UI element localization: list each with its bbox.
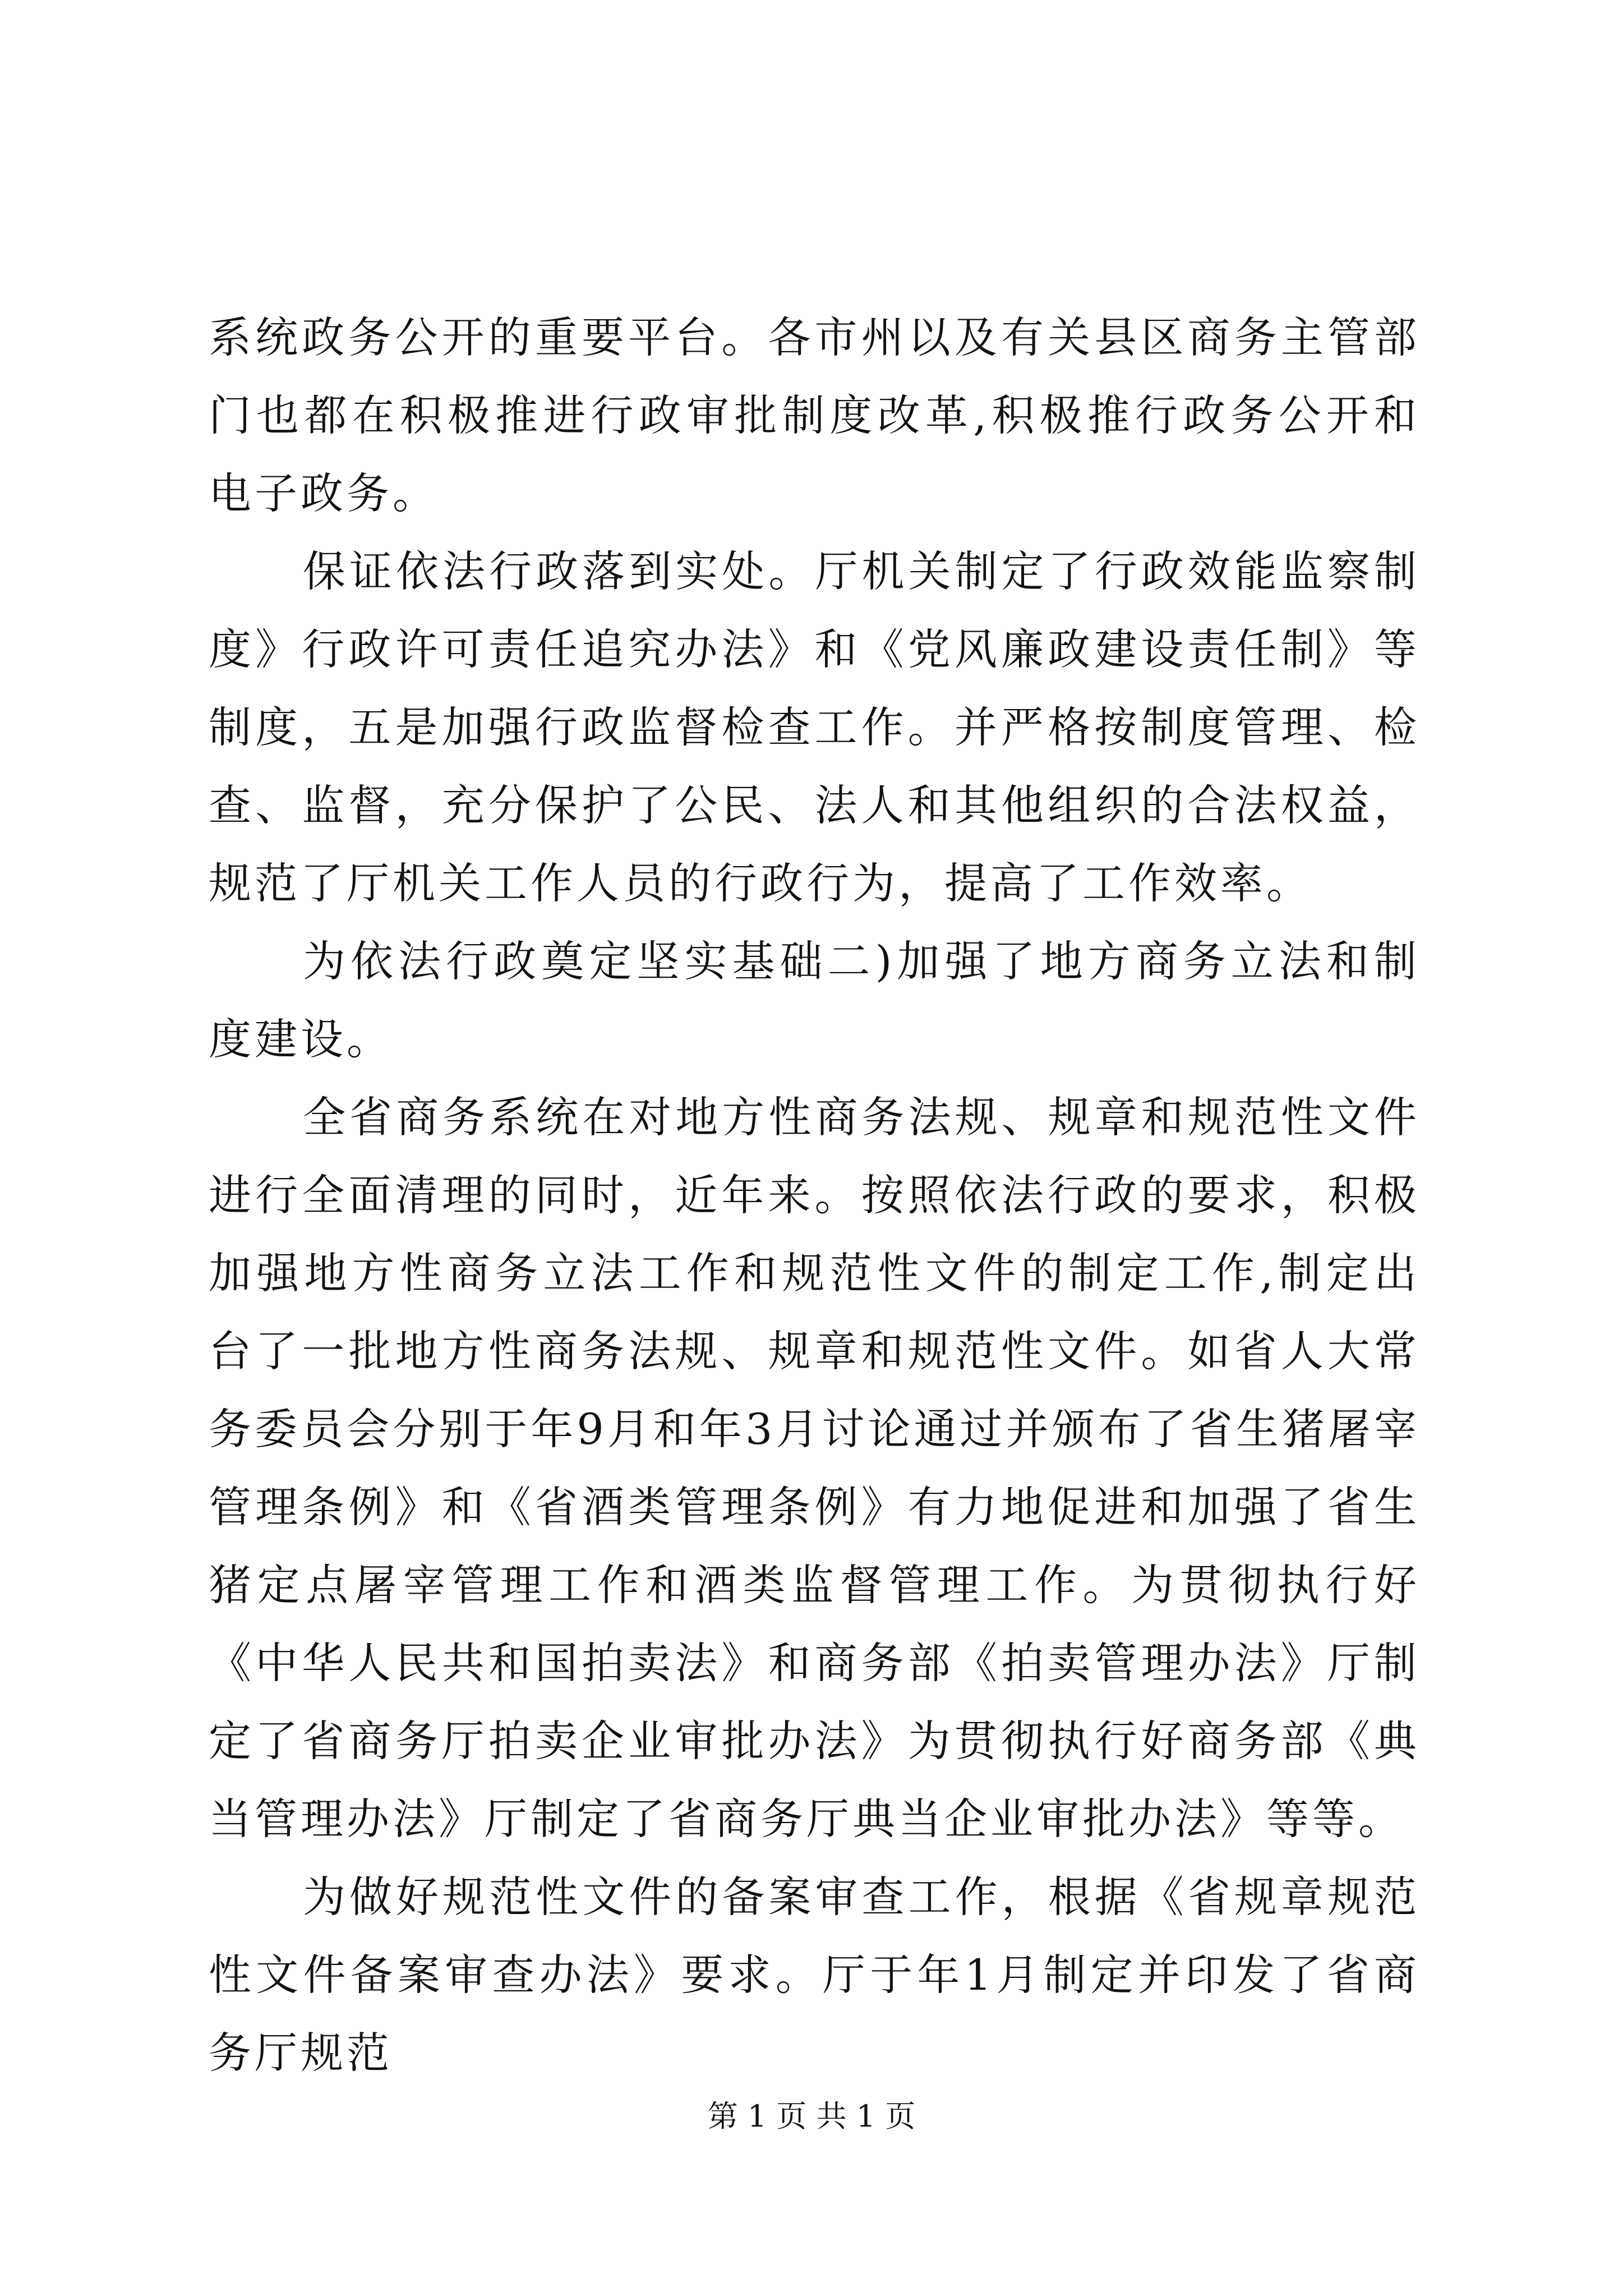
document-body xyxy=(209,298,1420,2092)
page-footer: 第 1 页 共 1 页 xyxy=(707,2099,916,2134)
paragraph: 为做好规范性文件的备案审查工作，根据《省规章规范性文件备案审查办法》要求。厅于年1月制定并印发了省商务厅规范 xyxy=(209,1872,1420,2078)
paragraph: 保证依法行政落到实处。厅机关制定了行政效能监察制度》行政许可责任追究办法》和《党风廉政建设责任制》等制度，五是加强行政监督检查工作。并严格按制度管理、检查、监督，充分保护了公民、法人和其他组织的合法权益，规范了厅机关工作人员的行政行为，提高了工作效率。 xyxy=(209,546,1420,908)
paragraph: 为依法行政奠定坚实基础二)加强了地方商务立法和制度建设。 xyxy=(209,936,1420,1064)
paragraph: 系统政务公开的重要平台。各市州以及有关县区商务主管部门也都在积极推进行政审批制度改革,积极推行政务公开和电子政务。 xyxy=(209,312,1420,518)
paragraph: 全省商务系统在对地方性商务法规、规章和规范性文件进行全面清理的同时，近年来。按照依法行政的要求，积极加强地方性商务立法工作和规范性文件的制定工作,制定出台了一批地方性商务法规、规章和规范性文件。如省人大常务委员会分别于年9月和年3月讨论通过并颁布了省生猪屠宰管理条例》和《省酒类管理条例》有力地促进和加强了省生猪定点屠宰管理工作和酒类监督管理工作。为贯彻执行好《中华人民共和国拍卖法》和商务部《拍卖管理办法》厅制定了省商务厅拍卖企业审批办法》为贯彻执行好商务部《典当管理办法》厅制定了省商务厅典当企业审批办法》等等。 xyxy=(209,1092,1420,1844)
